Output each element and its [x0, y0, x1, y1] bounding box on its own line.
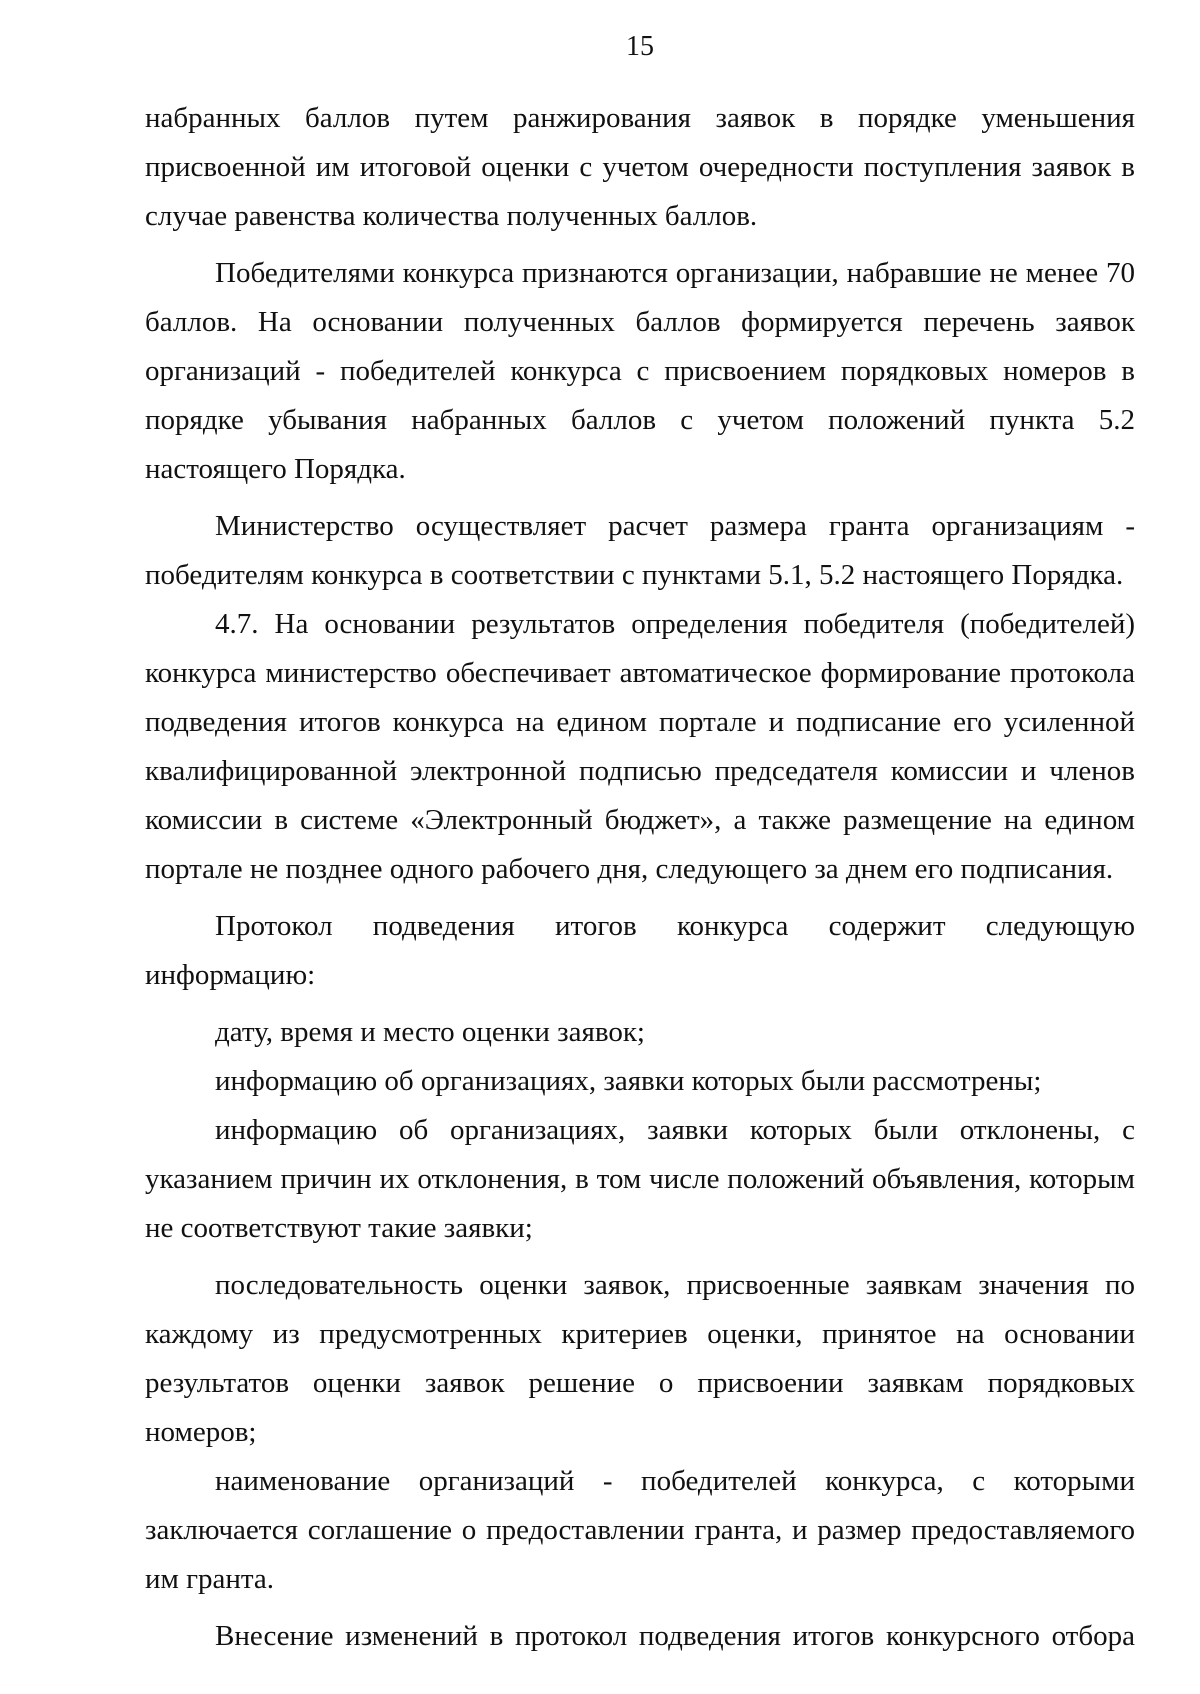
paragraph-winners-criteria: Победителями конкурса признаются организации, набравшие не менее 70 баллов. На основании полученных баллов формируется перечень заявок организаций - победителей конкурса с присвоением порядковых номеров в порядке убывания набранных баллов с учетом положений пункта 5.2 настоящего Порядка. — [145, 257, 1135, 485]
list-item-rejected-organizations: информацию об организациях, заявки которых были отклонены, с указанием причин их отклонения, в том числе положений объявления, которым не соответствуют такие заявки; — [145, 1114, 1135, 1244]
paragraph-ranking-continuation: набранных баллов путем ранжирования заявок в порядке уменьшения присвоенной им итоговой оценки с учетом очередности поступления заявок в случае равенства количества полученных баллов. — [145, 102, 1135, 232]
paragraph-protocol-contents: Протокол подведения итогов конкурса содержит следующую информацию: — [145, 910, 1135, 991]
list-item-date-time-place: дату, время и место оценки заявок; — [215, 1016, 645, 1048]
paragraph-grant-calculation: Министерство осуществляет расчет размера гранта организациям - победителям конкурса в соответствии с пунктами 5.1, 5.2 настоящего Порядка. — [145, 510, 1135, 591]
list-item-evaluation-sequence: последовательность оценки заявок, присвоенные заявкам значения по каждому из предусмотренных критериев оценки, принятое на основании результатов оценки заявок решение о присвоении заявкам порядковых номеров; — [145, 1269, 1135, 1448]
paragraph-protocol-amendments: Внесение изменений в протокол подведения итогов конкурсного отбора — [215, 1620, 1135, 1652]
list-item-reviewed-organizations: информацию об организациях, заявки которых были рассмотрены; — [215, 1065, 1042, 1097]
list-item-winner-names: наименование организаций - победителей конкурса, с которыми заключается соглашение о предоставлении гранта, и размер предоставляемого им гранта. — [145, 1465, 1135, 1595]
page-number: 15 — [626, 31, 654, 62]
paragraph-4-7: 4.7. На основании результатов определения победителя (победителей) конкурса министерство обеспечивает автоматическое формирование протокола подведения итогов конкурса на едином портале и подписание его усиленной квалифицированной электронной подписью председателя комиссии и членов комиссии в системе «Электронный бюджет», а также размещение на едином портале не позднее одного рабочего дня, следующего за днем его подписания. — [145, 608, 1135, 885]
document-body — [145, 94, 1135, 1661]
